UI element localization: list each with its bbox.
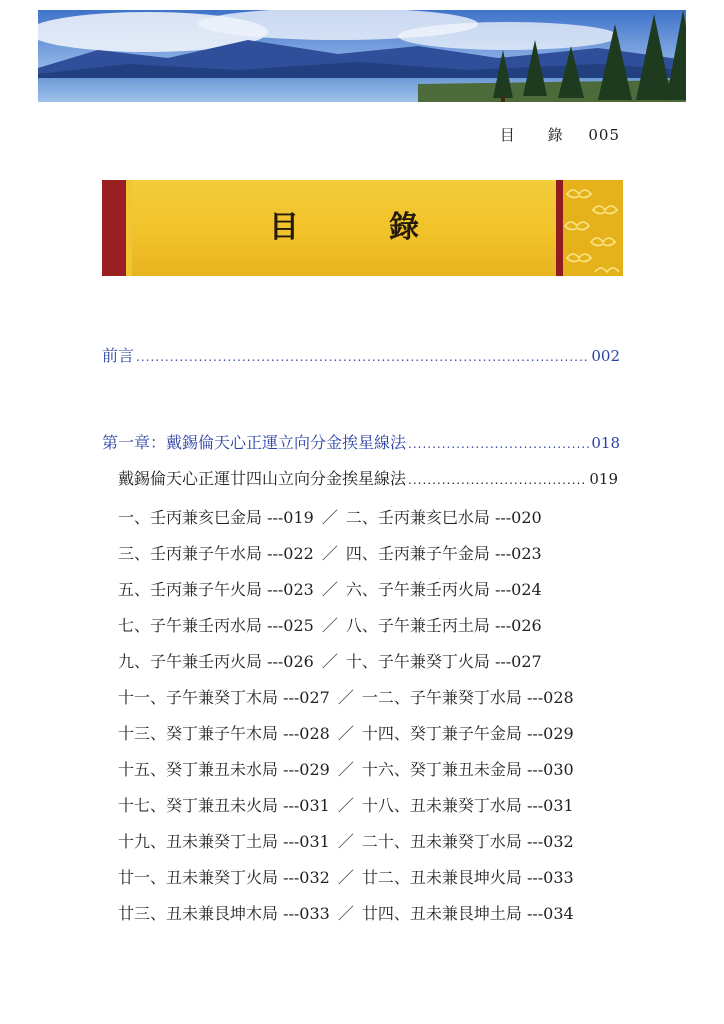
separator: ／ bbox=[321, 508, 338, 527]
separator: ／ bbox=[321, 544, 338, 563]
toc-line bbox=[118, 829, 574, 852]
dot-leader bbox=[408, 437, 589, 451]
toc-line bbox=[118, 505, 542, 528]
toc-item[interactable]: 十七、癸丁兼丑未火局 ---031 bbox=[118, 796, 330, 815]
separator: ／ bbox=[337, 904, 354, 923]
running-head-page-number: 005 bbox=[588, 126, 620, 144]
banner-divider-bar bbox=[556, 180, 563, 276]
header-landscape-image bbox=[38, 10, 686, 102]
cloud-pattern-icon bbox=[563, 180, 623, 276]
toc-line bbox=[118, 541, 542, 564]
toc-line bbox=[118, 901, 574, 924]
toc-item[interactable]: 十、子午兼癸丁火局 ---027 bbox=[345, 652, 542, 671]
dot-leader bbox=[136, 350, 589, 364]
toc-item[interactable]: 廿一、丑未兼癸丁火局 ---032 bbox=[118, 868, 330, 887]
separator: ／ bbox=[321, 580, 338, 599]
toc-item[interactable]: 六、子午兼壬丙火局 ---024 bbox=[345, 580, 542, 599]
toc-page-number: 019 bbox=[589, 470, 618, 488]
toc-item[interactable]: 九、子午兼壬丙火局 ---026 bbox=[118, 652, 314, 671]
separator: ／ bbox=[337, 760, 354, 779]
toc-item[interactable]: 五、壬丙兼子午火局 ---023 bbox=[118, 580, 314, 599]
toc-item[interactable]: 十六、癸丁兼丑未金局 ---030 bbox=[361, 760, 574, 779]
toc-label: 戴錫倫天心正運廿四山立向分金挨星線法 bbox=[118, 469, 407, 488]
toc-line bbox=[118, 685, 574, 708]
separator: ／ bbox=[337, 796, 354, 815]
toc-entry-chapter-1[interactable] bbox=[102, 430, 620, 453]
toc-entry-preface[interactable] bbox=[102, 343, 620, 366]
contents-title-banner bbox=[102, 180, 623, 276]
toc-label: 第一章：戴錫倫天心正運立向分金挨星線法 bbox=[102, 433, 407, 452]
separator: ／ bbox=[337, 688, 354, 707]
toc-line bbox=[118, 865, 574, 888]
toc-item[interactable]: 廿二、丑未兼艮坤火局 ---033 bbox=[361, 868, 574, 887]
toc-item[interactable]: 十四、癸丁兼子午金局 ---029 bbox=[361, 724, 574, 743]
separator: ／ bbox=[321, 616, 338, 635]
banner-left-bar bbox=[102, 180, 132, 276]
toc-item[interactable]: 十三、癸丁兼子午木局 ---028 bbox=[118, 724, 330, 743]
dot-leader bbox=[408, 473, 587, 487]
toc-item[interactable]: 廿四、丑未兼艮坤土局 ---034 bbox=[361, 904, 574, 923]
separator: ／ bbox=[337, 724, 354, 743]
toc-item[interactable]: 四、壬丙兼子午金局 ---023 bbox=[345, 544, 542, 563]
toc-item[interactable]: 七、子午兼壬丙水局 ---025 bbox=[118, 616, 314, 635]
toc-item[interactable]: 二十、丑未兼癸丁水局 ---032 bbox=[361, 832, 574, 851]
toc-line bbox=[118, 577, 542, 600]
contents-title: 目 錄 bbox=[269, 210, 449, 245]
toc-item[interactable]: 廿三、丑未兼艮坤木局 ---033 bbox=[118, 904, 330, 923]
separator: ／ bbox=[321, 652, 338, 671]
toc-line bbox=[118, 793, 574, 816]
toc-item[interactable]: 一、壬丙兼亥巳金局 ---019 bbox=[118, 508, 314, 527]
separator: ／ bbox=[337, 868, 354, 887]
toc-line bbox=[118, 757, 574, 780]
toc-item[interactable]: 十九、丑未兼癸丁土局 ---031 bbox=[118, 832, 330, 851]
toc-item[interactable]: 八、子午兼壬丙土局 ---026 bbox=[345, 616, 542, 635]
toc-item[interactable]: 十五、癸丁兼丑未水局 ---029 bbox=[118, 760, 330, 779]
toc-item[interactable]: 十一、子午兼癸丁木局 ---027 bbox=[118, 688, 330, 707]
separator: ／ bbox=[337, 832, 354, 851]
toc-item[interactable]: 一二、子午兼癸丁水局 ---028 bbox=[361, 688, 574, 707]
toc-entry-section-1[interactable] bbox=[118, 466, 618, 489]
toc-item[interactable]: 十八、丑未兼癸丁水局 ---031 bbox=[361, 796, 574, 815]
toc-line bbox=[118, 721, 574, 744]
toc-page-number: 018 bbox=[591, 434, 620, 452]
toc-page-number: 002 bbox=[591, 347, 620, 365]
toc-item[interactable]: 三、壬丙兼子午水局 ---022 bbox=[118, 544, 314, 563]
running-head bbox=[0, 124, 620, 145]
running-head-title: 目 錄 bbox=[499, 126, 577, 144]
toc-line bbox=[118, 613, 542, 636]
toc-label: 前言 bbox=[102, 346, 135, 365]
toc-line bbox=[118, 649, 542, 672]
toc-item[interactable]: 二、壬丙兼亥巳水局 ---020 bbox=[345, 508, 542, 527]
